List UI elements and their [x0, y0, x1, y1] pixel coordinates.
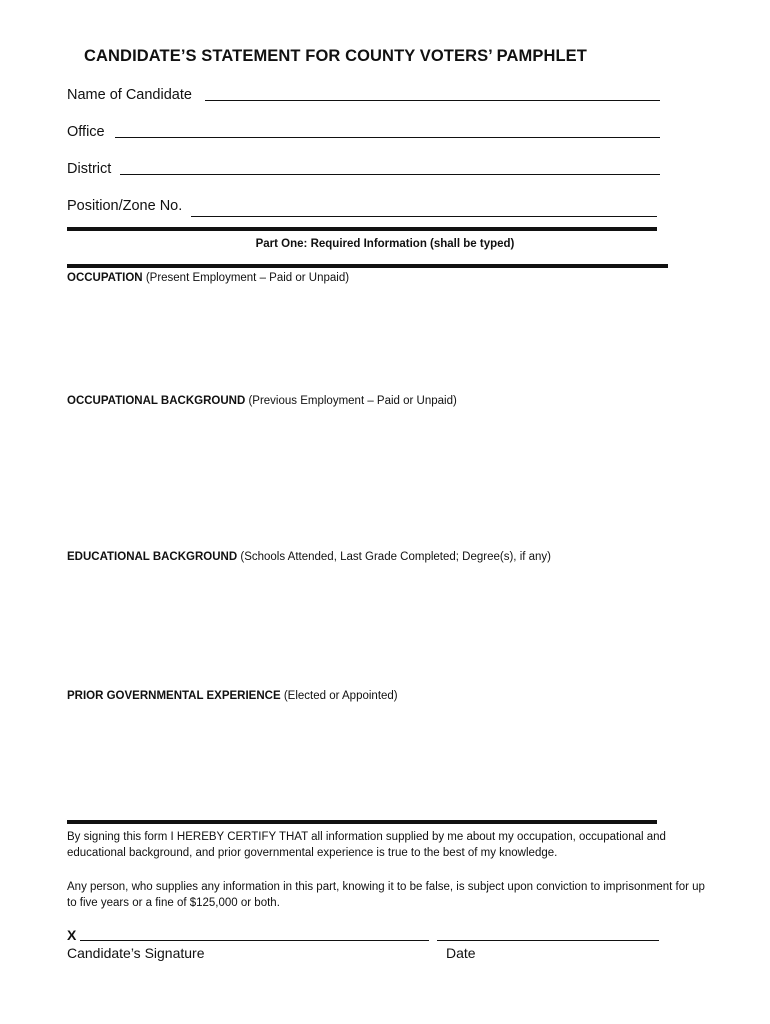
signature-x-mark: X — [67, 927, 77, 943]
part-one-heading: Part One: Required Information (shall be typed) — [255, 238, 515, 250]
position-label: Position/Zone No. — [67, 198, 183, 214]
occupation-answer-area[interactable] — [67, 292, 667, 387]
edu-background-title: EDUCATIONAL BACKGROUND — [67, 551, 238, 563]
name-field-line[interactable] — [205, 100, 660, 101]
office-field-line[interactable] — [115, 137, 660, 138]
office-label: Office — [67, 124, 105, 140]
signature-line[interactable] — [80, 940, 429, 941]
signature-label: Candidate’s Signature — [67, 945, 205, 961]
occupation-note: (Present Employment – Paid or Unpaid) — [145, 272, 350, 284]
divider-top — [67, 227, 657, 231]
date-line[interactable] — [437, 940, 659, 941]
divider-part-one — [67, 264, 668, 268]
district-field-line[interactable] — [120, 174, 660, 175]
occupation-heading — [67, 272, 349, 284]
certification-text: By signing this form I HEREBY CERTIFY THAT all information supplied by me about my occupation, occupational and educational background, and prior governmental experience is true to the best of my knowledge. — [67, 831, 666, 859]
occ-background-heading — [67, 395, 457, 407]
page-title: CANDIDATE’S STATEMENT FOR COUNTY VOTERS’ PAMPHLET — [84, 47, 587, 65]
edu-background-note: (Schools Attended, Last Grade Completed; Degree(s), if any) — [240, 551, 552, 563]
gov-experience-note: (Elected or Appointed) — [283, 690, 398, 702]
edu-background-heading — [67, 551, 551, 563]
gov-experience-answer-area[interactable] — [67, 710, 667, 810]
divider-bottom — [67, 820, 657, 824]
warning-text: Any person, who supplies any information in this part, knowing it to be false, is subject upon conviction to imprisonment for up to five years or a fine of $125,000 or both. — [67, 881, 705, 909]
occ-background-answer-area[interactable] — [67, 415, 667, 545]
name-label: Name of Candidate — [67, 87, 192, 103]
edu-background-answer-area[interactable] — [67, 571, 667, 683]
occupation-title: OCCUPATION — [67, 272, 143, 284]
position-field-line[interactable] — [191, 216, 657, 217]
occ-background-note: (Previous Employment – Paid or Unpaid) — [248, 395, 457, 407]
occ-background-title: OCCUPATIONAL BACKGROUND — [67, 395, 246, 407]
gov-experience-title: PRIOR GOVERNMENTAL EXPERIENCE — [67, 690, 281, 702]
district-label: District — [67, 161, 112, 177]
date-label: Date — [446, 945, 476, 961]
gov-experience-heading — [67, 690, 398, 702]
